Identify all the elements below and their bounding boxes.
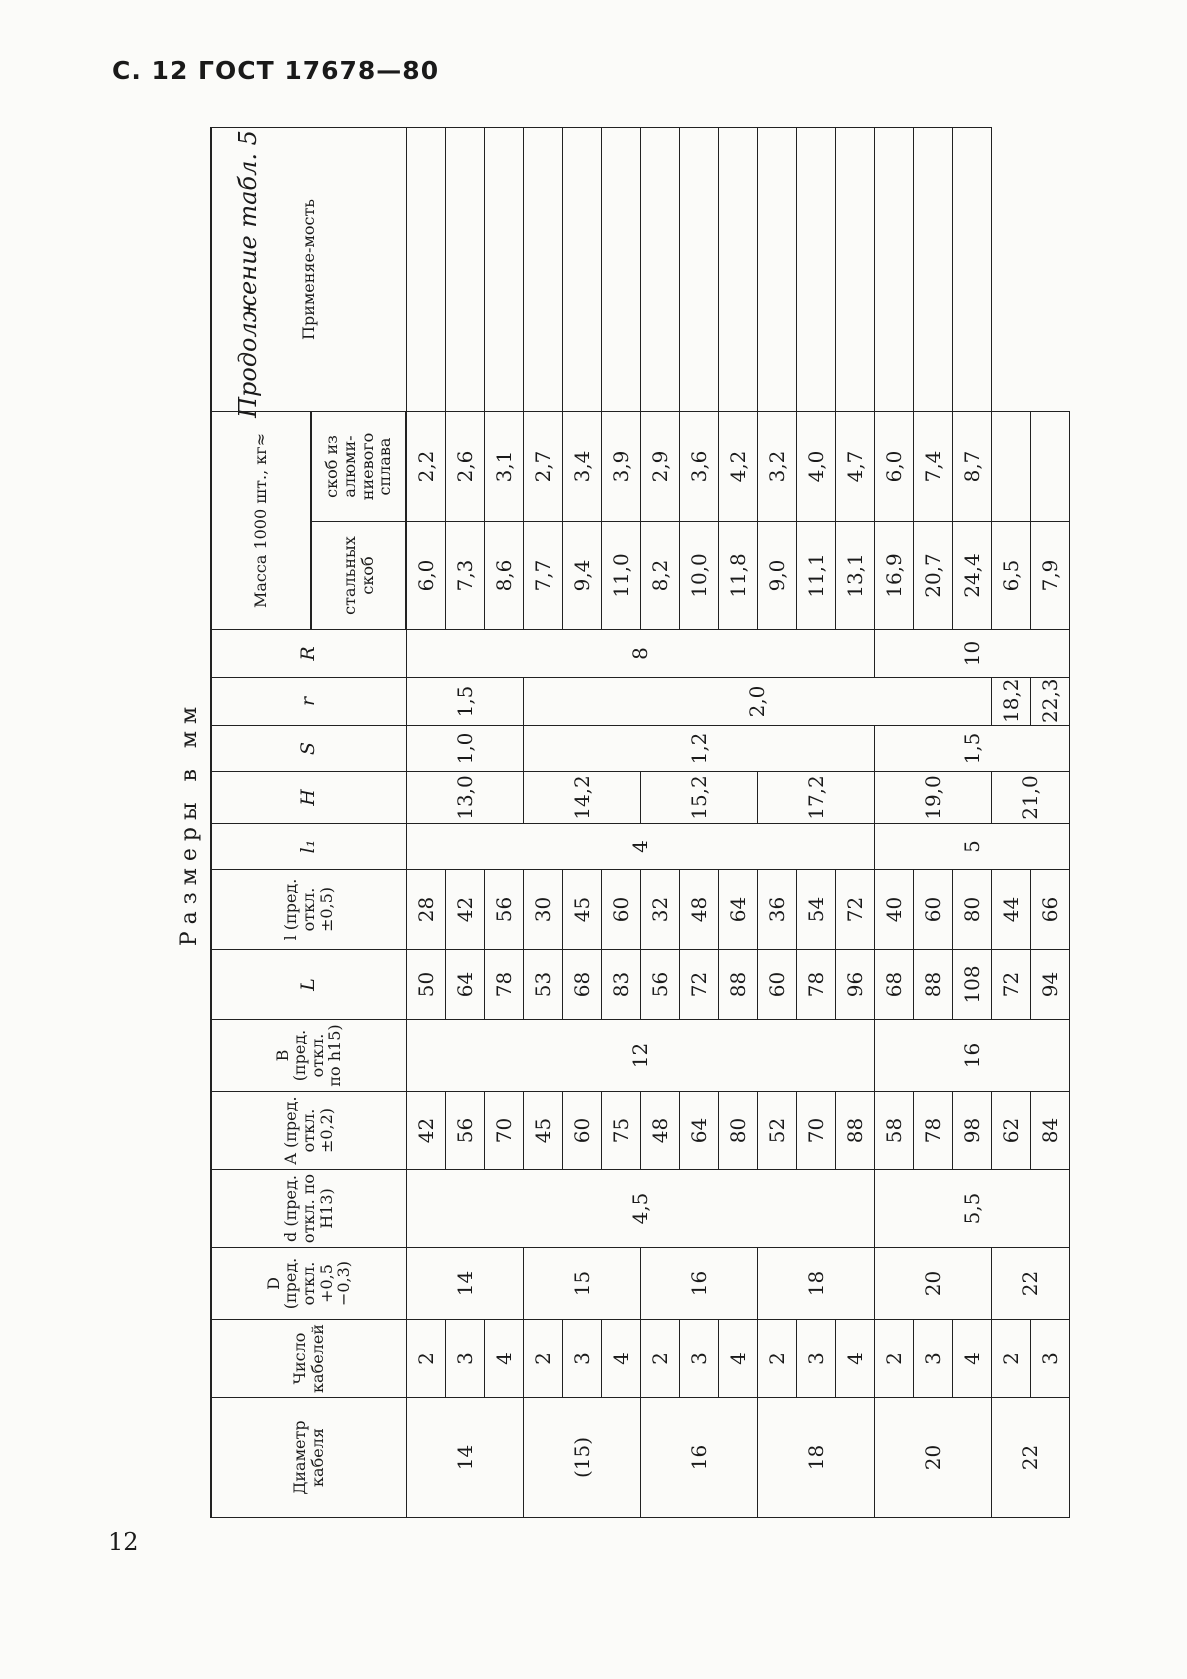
cell-A: 84 [1030,1092,1069,1170]
cell-A: 88 [835,1092,874,1170]
cell-l: 60 [913,870,952,950]
cell-l: 42 [445,870,484,950]
cell-L: 68 [562,950,601,1020]
cell-mass-steel: 16,9 [874,522,913,630]
cell-A: 70 [484,1092,523,1170]
header-l1: l₁ [211,824,406,870]
cell-mass-steel: 8,6 [484,522,523,630]
cell-cable-diameter: 16 [640,1398,757,1518]
cell-mass-aluminium: 4,0 [796,411,835,521]
cell-mass-steel: 6,0 [406,522,445,630]
table-row [874,127,913,1517]
header-mass-aluminium: скоб из алюми-ниевого сплава [311,411,406,521]
header-l: l (пред. откл. ±0,5) [211,870,406,950]
cell-mass-aluminium: 2,7 [523,411,562,521]
cell-B-span: 12 [406,1020,874,1092]
cell-l: 36 [757,870,796,950]
cell-H: 17,2 [757,772,874,824]
header-cable-diameter: Диаметр кабеля [211,1398,406,1518]
cell-A: 42 [406,1092,445,1170]
cell-mass-aluminium: 3,4 [562,411,601,521]
cell-A: 56 [445,1092,484,1170]
header-D: D (пред. откл. +0,5 −0,3) [211,1248,406,1320]
cell-H: 19,0 [874,772,991,824]
cell-applicability [796,127,835,411]
cell-num-cables: 2 [991,1320,1030,1398]
rotated-table-block [170,128,1062,1518]
cell-R-span: 10 [874,630,1069,678]
clip-dimensions-table [210,127,1070,1518]
cell-num-cables: 2 [874,1320,913,1398]
header-num-cables: Число кабелей [211,1320,406,1398]
cell-D: 22 [991,1248,1069,1320]
cell-mass-aluminium: 3,9 [601,411,640,521]
cell-l1-span: 4 [406,824,874,870]
cell-mass-steel: 7,3 [445,522,484,630]
cell-R-span: 8 [406,630,874,678]
cell-l: 72 [835,870,874,950]
cell-applicability [835,127,874,411]
cell-mass-steel: 7,7 [523,522,562,630]
cell-l: 64 [718,870,757,950]
table-row [640,127,679,1517]
cell-D: 14 [406,1248,523,1320]
cell-applicability [523,127,562,411]
cell-mass-steel: 11,1 [796,522,835,630]
cell-D: 18 [757,1248,874,1320]
cell-applicability [874,127,913,411]
cell-l: 30 [523,870,562,950]
cell-cable-diameter: 22 [991,1398,1069,1518]
cell-mass-aluminium: 2,2 [406,411,445,521]
cell-num-cables: 3 [1030,1320,1069,1398]
cell-S-span: 1,2 [523,726,874,772]
cell-mass-steel: 18,2 [991,678,1030,726]
cell-r-span: 1,5 [406,678,523,726]
cell-L: 83 [601,950,640,1020]
cell-l1-span: 5 [874,824,1069,870]
cell-l: 28 [406,870,445,950]
cell-A: 70 [796,1092,835,1170]
cell-l: 66 [1030,870,1069,950]
cell-l: 54 [796,870,835,950]
cell-A: 78 [913,1092,952,1170]
cell-A: 64 [679,1092,718,1170]
cell-S-span: 1,0 [406,726,523,772]
cell-L: 72 [991,950,1030,1020]
cell-A: 62 [991,1092,1030,1170]
cell-H: 15,2 [640,772,757,824]
cell-applicability [718,127,757,411]
cell-num-cables: 4 [835,1320,874,1398]
cell-L: 88 [913,950,952,1020]
cell-D: 20 [874,1248,991,1320]
cell-l: 56 [484,870,523,950]
header-mass: Масса 1000 шт., кг≈ [211,411,311,629]
cell-H: 14,2 [523,772,640,824]
cell-mass-steel: 11,8 [718,522,757,630]
cell-applicability [406,127,445,411]
header-R: R [211,630,406,678]
cell-L: 53 [523,950,562,1020]
cell-mass-aluminium: 3,1 [484,411,523,521]
cell-d-span: 4,5 [406,1170,874,1248]
cell-mass-steel: 11,0 [601,522,640,630]
cell-mass-steel: 22,3 [1030,678,1069,726]
cell-S-span: 1,5 [874,726,1069,772]
header-applicability: Применяе-мость [211,127,406,411]
cell-A: 98 [952,1092,991,1170]
cell-l: 32 [640,870,679,950]
cell-l: 45 [562,870,601,950]
dimensions-caption: Размеры в мм [177,699,202,947]
cell-applicability [601,127,640,411]
cell-d-span: 5,5 [874,1170,1069,1248]
cell-mass-aluminium: 8,7 [952,411,991,521]
cell-num-cables: 4 [601,1320,640,1398]
table-continuation-title: Продолжение табл. 5 [234,130,262,418]
cell-num-cables: 3 [679,1320,718,1398]
table-row [406,127,445,1517]
cell-applicability [484,127,523,411]
header-L: L [211,950,406,1020]
cell-r-span: 2,0 [523,678,991,726]
cell-cable-diameter: 18 [757,1398,874,1518]
cell-mass-aluminium: 7,9 [1030,522,1069,630]
cell-mass-aluminium: 2,6 [445,411,484,521]
cell-A: 48 [640,1092,679,1170]
header-S: S [211,726,406,772]
cell-L: 108 [952,950,991,1020]
header-r: r [211,678,406,726]
cell-A: 58 [874,1092,913,1170]
cell-A: 75 [601,1092,640,1170]
cell-num-cables: 4 [484,1320,523,1398]
cell-mass-steel: 8,2 [640,522,679,630]
cell-L: 88 [718,950,757,1020]
cell-L: 78 [484,950,523,1020]
cell-l: 80 [952,870,991,950]
cell-num-cables: 3 [913,1320,952,1398]
cell-A: 45 [523,1092,562,1170]
cell-mass-aluminium: 4,7 [835,411,874,521]
cell-applicability [913,127,952,411]
cell-num-cables: 3 [445,1320,484,1398]
page-number: 12 [108,1528,139,1556]
cell-applicability [991,411,1030,521]
cell-num-cables: 2 [523,1320,562,1398]
page-header: С. 12 ГОСТ 17678—80 [112,56,440,85]
cell-H: 13,0 [406,772,523,824]
table-row [757,127,796,1517]
cell-mass-aluminium: 4,2 [718,411,757,521]
cell-num-cables: 2 [757,1320,796,1398]
cell-l: 44 [991,870,1030,950]
cell-l: 60 [601,870,640,950]
cell-num-cables: 2 [640,1320,679,1398]
cell-L: 56 [640,950,679,1020]
cell-D: 15 [523,1248,640,1320]
header-d: d (пред. откл. по H13) [211,1170,406,1248]
cell-applicability [562,127,601,411]
cell-mass-steel: 9,4 [562,522,601,630]
cell-applicability [952,127,991,411]
cell-mass-steel: 24,4 [952,522,991,630]
cell-L: 68 [874,950,913,1020]
header-H: H [211,772,406,824]
cell-applicability [1030,411,1069,521]
cell-mass-aluminium: 3,2 [757,411,796,521]
cell-cable-diameter: 20 [874,1398,991,1518]
cell-L: 60 [757,950,796,1020]
cell-applicability [679,127,718,411]
cell-L: 78 [796,950,835,1020]
cell-mass-aluminium: 7,4 [913,411,952,521]
cell-L: 72 [679,950,718,1020]
cell-B-span: 16 [874,1020,1069,1092]
cell-num-cables: 3 [796,1320,835,1398]
cell-num-cables: 4 [718,1320,757,1398]
cell-mass-steel: 20,7 [913,522,952,630]
header-B: B (пред. откл. по h15) [211,1020,406,1092]
cell-L: 64 [445,950,484,1020]
table-row [991,127,1030,1517]
cell-mass-aluminium: 2,9 [640,411,679,521]
cell-applicability [640,127,679,411]
cell-mass-aluminium: 6,0 [874,411,913,521]
cell-A: 52 [757,1092,796,1170]
cell-L: 50 [406,950,445,1020]
cell-L: 96 [835,950,874,1020]
cell-L: 94 [1030,950,1069,1020]
header-A: A (пред. откл. ±0,2) [211,1092,406,1170]
cell-mass-aluminium: 6,5 [991,522,1030,630]
table-row [523,127,562,1517]
cell-D: 16 [640,1248,757,1320]
cell-mass-steel: 9,0 [757,522,796,630]
cell-A: 80 [718,1092,757,1170]
cell-num-cables: 3 [562,1320,601,1398]
cell-cable-diameter: 14 [406,1398,523,1518]
cell-l: 48 [679,870,718,950]
cell-A: 60 [562,1092,601,1170]
cell-mass-aluminium: 3,6 [679,411,718,521]
header-mass-steel: стальных скоб [311,522,406,630]
cell-num-cables: 2 [406,1320,445,1398]
cell-mass-steel: 13,1 [835,522,874,630]
cell-H: 21,0 [991,772,1069,824]
cell-l: 40 [874,870,913,950]
cell-applicability [445,127,484,411]
cell-applicability [757,127,796,411]
cell-num-cables: 4 [952,1320,991,1398]
cell-cable-diameter: (15) [523,1398,640,1518]
cell-mass-steel: 10,0 [679,522,718,630]
